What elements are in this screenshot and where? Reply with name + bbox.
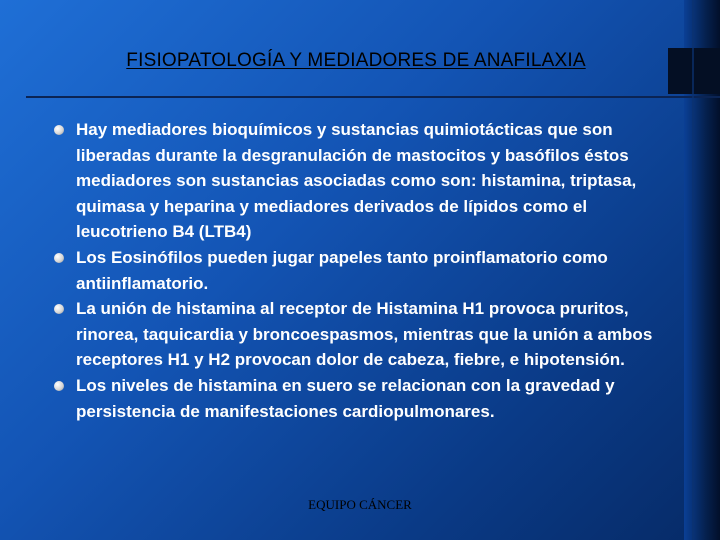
bullet-item <box>44 373 674 424</box>
bullet-dot-icon <box>54 125 64 135</box>
bullet-dot-icon <box>54 304 64 314</box>
slide-title: FISIOPATOLOGÍA Y MEDIADORES DE ANAFILAXIA <box>126 50 586 71</box>
bullet-text: Los Eosinófilos pueden jugar papeles tanto proinflamatorio como antiinflamatorio. <box>76 247 608 293</box>
footer-text: EQUIPO CÁNCER <box>308 497 412 512</box>
bullet-item <box>44 245 674 296</box>
bullet-dot-icon <box>54 381 64 391</box>
bullet-item <box>44 296 674 373</box>
decorative-vertical-line <box>692 0 694 540</box>
bullet-item <box>44 117 674 245</box>
bullet-text: Los niveles de histamina en suero se relacionan con la gravedad y persistencia de manifestaciones cardiopulmonares. <box>76 375 615 421</box>
decorative-horizontal-line <box>26 96 720 98</box>
bullet-text: Hay mediadores bioquímicos y sustancias quimiotácticas que son liberadas durante la desgranulación de mastocitos y basófilos éstos mediadores son sustancias asociadas como son: histamina, triptasa, quimasa y heparina y mediadores derivados de lípidos como el leucotrieno B4 (LTB4) <box>76 120 637 242</box>
bullet-list <box>44 117 674 424</box>
bullet-text: La unión de histamina al receptor de Histamina H1 provoca pruritos, rinorea, taquicardia y broncoespasmos, mientras que la unión a ambos receptores H1 y H2 provocan dolor de cabeza, fiebre, e hipotensión. <box>76 299 653 370</box>
bullet-dot-icon <box>54 253 64 263</box>
